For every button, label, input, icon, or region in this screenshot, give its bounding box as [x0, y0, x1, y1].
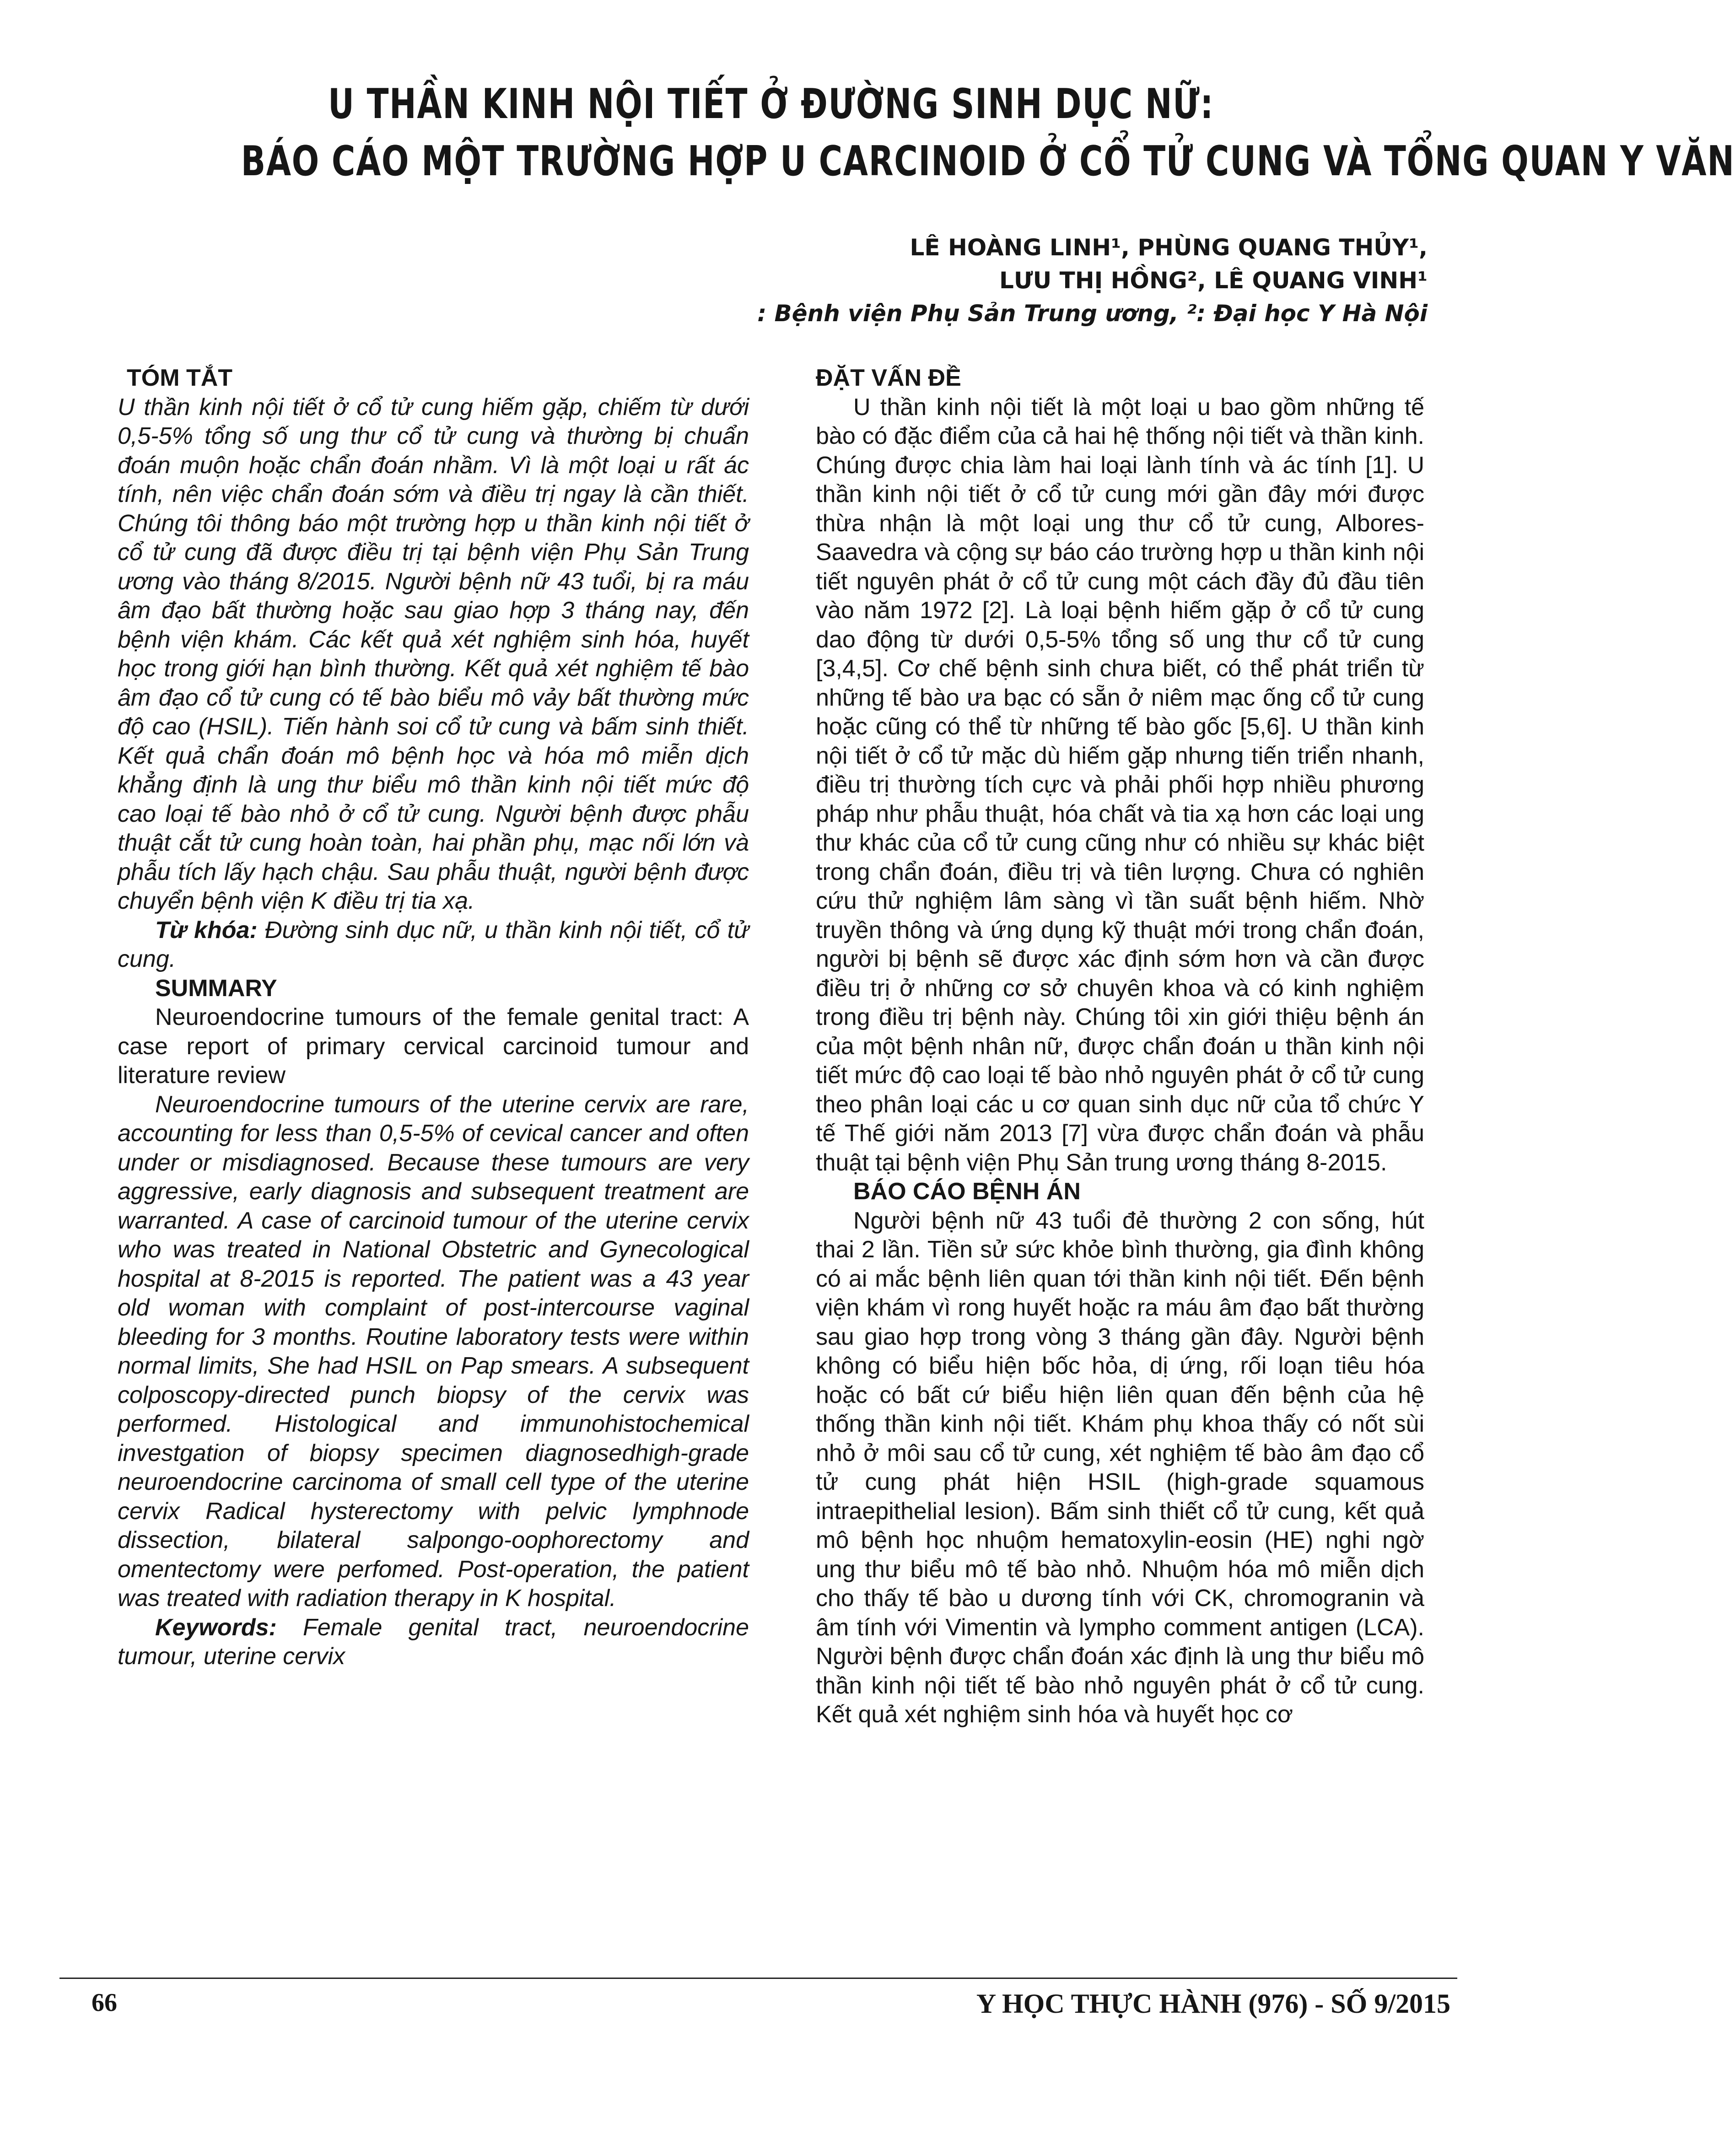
abstract-keywords-text: Đường sinh dục nữ, u thần kinh nội tiết, cổ tử cung.: [118, 916, 749, 972]
intro-text: U thần kinh nội tiết là một loại u bao gồm những tế bào có đặc điểm của cả hai hệ thống nội tiết và thần kinh. Chúng được chia làm hai loại lành tính và ác tính [1]. U thần kinh nội tiết ở cổ tử cung mới gần đây mới được thừa nhận là một loại ung thư cổ tử cung, Albores-Saavedra và cộng sự báo cáo trường hợp u thần kinh nội tiết nguyên phát ở cổ tử cung một cách đầy đủ đầu tiên vào năm 1972 [2]. Là loại bệnh hiếm gặp ở cổ tử cung dao động từ dưới 0,5-5% tổng số ung thư cổ tử cung [3,4,5]. Cơ chế bệnh sinh chưa biết, có thể phát triển từ những tế bào ưa bạc có sẵn ở niêm mạc ống cổ tử cung hoặc cũng có thể từ những tế bào gốc [5,6]. U thần kinh nội tiết ở cổ tử mặc dù hiếm gặp nhưng tiến triển nhanh, điều trị thường tích cực và phải phối hợp nhiều phương pháp như phẫu thuật, hóa chất và tia xạ hơn các loại ung thư khác của cổ tử cung cũng như có nhiều sự khác biệt trong chẩn đoán, điều trị và tiên lượng. Chưa có nghiên cứu thử nghiệm lâm sàng vì tần suất bệnh hiếm. Nhờ truyền thông và ứng dụng kỹ thuật mới trong chẩn đoán, người bị bệnh sẽ được xác định sớm hơn và cần được điều trị ở những cơ sở chuyên khoa và có kinh nghiệm trong điều trị bệnh này. Chúng tôi xin giới thiệu bệnh án của một bệnh nhân nữ, được chẩn đoán u thần kinh nội tiết mức độ cao loại tế bào nhỏ nguyên phát ở cổ tử cung theo phân loại các u cơ quan sinh dục nữ của tổ chức Y tế Thế giới năm 2013 [7] vừa được chẩn đoán và phẫu thuật tại bệnh viện Phụ Sản trung ương tháng 8-2015.: [816, 393, 1424, 1176]
intro-heading: ĐẶT VẤN ĐỀ: [816, 365, 961, 391]
affiliation: : Bệnh viện Phụ Sản Trung ương, ²: Đại học Y Hà Nội: [757, 300, 1428, 327]
case-text: Người bệnh nữ 43 tuổi đẻ thường 2 con sống, hút thai 2 lần. Tiền sử sức khỏe bình thường, gia đình không có ai mắc bệnh liên quan tới thần kinh nội tiết. Đến bệnh viện khám vì rong huyết hoặc ra máu âm đạo bất thường sau giao hợp trong vòng 3 tháng gần đây. Người bệnh không có biểu hiện bốc hỏa, dị ứng, rối loạn tiêu hóa hoặc có bất cứ biểu hiện liên quan đến bệnh của hệ thống thần kinh nội tiết. Khám phụ khoa thấy có nốt sùi nhỏ ở môi sau cổ tử cung, xét nghiệm tế bào âm đạo cổ tử cung phát hiện HSIL (high-grade squamous intraepithelial lesion). Bấm sinh thiết cổ tử cung, kết quả mô bệnh học nhuộm hematoxylin-eosin (HE) nghi ngờ ung thư biểu mô tế bào nhỏ. Nhuộm hóa mô miễn dịch cho thấy tế bào u dương tính với CK, chromogranin và âm tính với Vimentin và lympho comment antigen (LCA). Người bệnh được chẩn đoán xác định là ung thư biểu mô thần kinh nội tiết tế bào nhỏ nguyên phát ở cổ tử cung. Kết quả xét nghiệm sinh hóa và huyết học cơ: [816, 1207, 1424, 1728]
authors-line-1: LÊ HOÀNG LINH¹, PHÙNG QUANG THỦY¹,: [910, 234, 1428, 261]
page-number: 66: [92, 1989, 117, 2017]
abstract-keywords-label: Từ khóa:: [155, 916, 258, 943]
summary-heading: SUMMARY: [155, 975, 277, 1002]
authors-line-2: LƯU THỊ HỒNG², LÊ QUANG VINH¹: [999, 267, 1428, 294]
author-block: [757, 231, 1428, 330]
summary-text: Neuroendocrine tumours of the uterine cervix are rare, accounting for less than 0,5-5% of cevical cancer and often under or misdiagnosed. Because these tumours are very aggressive, early diagnosis and subsequent treatment are warranted. A case of carcinoid tumour of the uterine cervix who was treated in National Obstetric and Gynecological hospital at 8-2015 is reported. The patient was a 43 year old woman with complaint of post-intercourse vaginal bleeding for 3 months. Routine laboratory tests were within normal limits, She had HSIL on Pap smears. A subsequent colposcopy-directed punch biopsy of the cervix was performed. Histological and immunohistochemical investgation of biopsy specimen diagnosedhigh-grade neuroendocrine carcinoma of small cell type of the uterine cervix Radical hysterectomy with pelvic lymphnode dissection, bilateral salpongo-oophorectomy and omentectomy were perfomed. Post-operation, the patient was treated with radiation therapy in K hospital.: [118, 1091, 749, 1612]
abstract-heading: TÓM TẮT: [127, 365, 233, 391]
summary-title: Neuroendocrine tumours of the female genital tract: A case report of primary cervical carcinoid tumour and literature review: [118, 1004, 749, 1089]
summary-keywords-text: Female genital tract, neuroendocrine tumour, uterine cervix: [118, 1614, 749, 1670]
title-line-1: U THẦN KINH NỘI TIẾT Ở ĐƯỜNG SINH DỤC NỮ:: [328, 80, 1214, 128]
abstract-keywords: [118, 916, 749, 974]
left-column: [118, 364, 749, 1671]
right-column: [816, 364, 1424, 1730]
footer-rule: [59, 1978, 1457, 1979]
case-heading: BÁO CÁO BỆNH ÁN: [853, 1178, 1081, 1205]
abstract-text: U thần kinh nội tiết ở cổ tử cung hiếm gặp, chiếm từ dưới 0,5-5% tổng số ung thư cổ tử cung và thường bị chuẩn đoán muộn hoặc chẩn đoán nhầm. Vì là một loại u rất ác tính, nên việc chẩn đoán sớm và điều trị ngay là cần thiết. Chúng tôi thông báo một trường hợp u thần kinh nội tiết ở cổ tử cung đã được điều trị tại bệnh viện Phụ Sản Trung ương vào tháng 8/2015. Người bệnh nữ 43 tuổi, bị ra máu âm đạo bất thường hoặc sau giao hợp 3 tháng nay, đến bệnh viện khám. Các kết quả xét nghiệm sinh hóa, huyết học trong giới hạn bình thường. Kết quả xét nghiệm tế bào âm đạo cổ tử cung có tế bào biểu mô vảy bất thường mức độ cao (HSIL). Tiến hành soi cổ tử cung và bấm sinh thiết. Kết quả chẩn đoán mô bệnh học và hóa mô miễn dịch khẳng định là ung thư biểu mô thần kinh nội tiết mức độ cao loại tế bào nhỏ ở cổ tử cung. Người bệnh được phẫu thuật cắt tử cung hoàn toàn, hai phần phụ, mạc nối lớn và phẫu tích lấy hạch chậu. Sau phẫu thuật, người bệnh được chuyển bệnh viện K điều trị tia xạ.: [118, 393, 749, 914]
title-line-2: BÁO CÁO MỘT TRƯỜNG HỢP U CARCINOID Ở CỔ TỬ CUNG VÀ TỔNG QUAN Y VĂN: [241, 137, 1735, 185]
journal-issue: Y HỌC THỰC HÀNH (976) - SỐ 9/2015: [976, 1989, 1450, 2019]
summary-keywords: [118, 1613, 749, 1671]
summary-keywords-label: Keywords:: [155, 1614, 277, 1641]
article-title: [241, 75, 1735, 190]
